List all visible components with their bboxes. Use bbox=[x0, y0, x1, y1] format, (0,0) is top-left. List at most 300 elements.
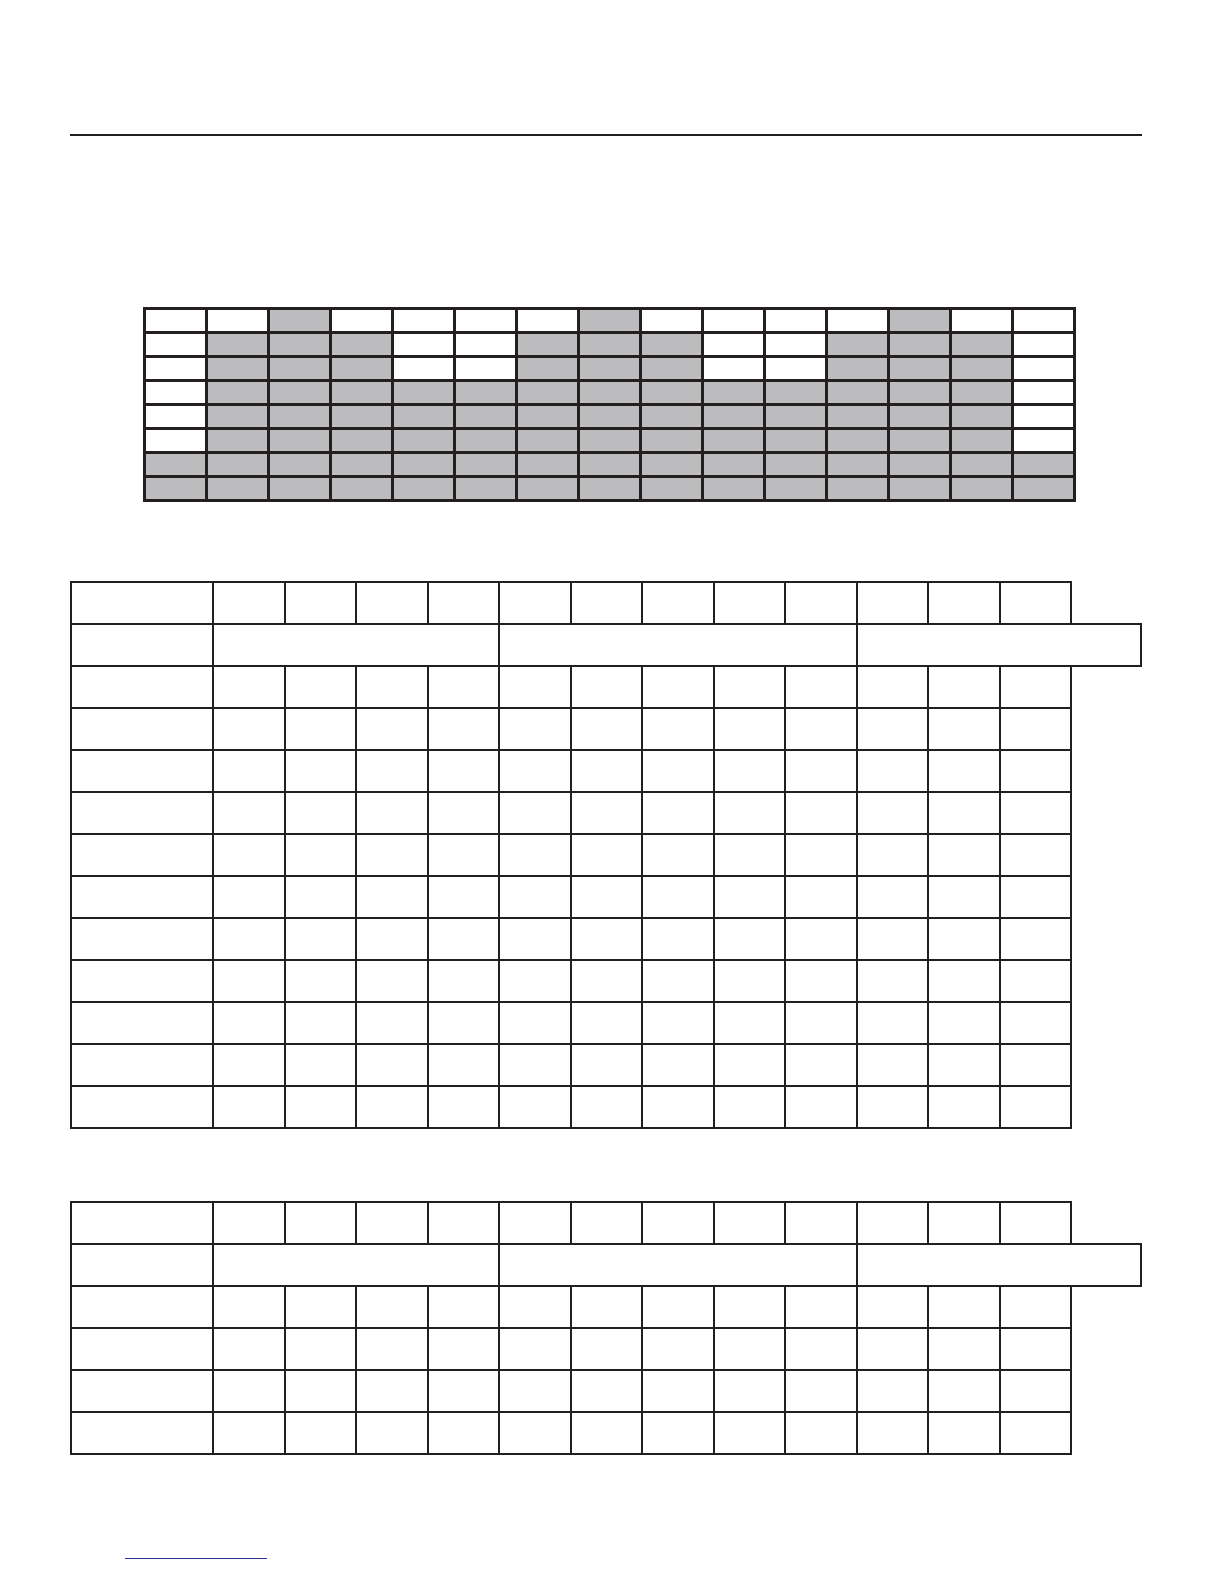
shaded-grid-row bbox=[145, 405, 1075, 429]
table-cell bbox=[499, 876, 571, 918]
shaded-grid-row bbox=[145, 477, 1075, 501]
table-cell bbox=[642, 834, 714, 876]
shaded-cell bbox=[207, 453, 269, 477]
table-cell bbox=[285, 1328, 357, 1370]
table-cell bbox=[571, 1086, 643, 1128]
table-cell bbox=[499, 960, 571, 1002]
table-cell bbox=[642, 918, 714, 960]
table-row bbox=[71, 708, 1141, 750]
table-cell bbox=[857, 876, 929, 918]
table-cell bbox=[285, 1086, 357, 1128]
table-cell bbox=[356, 1370, 428, 1412]
table-cell bbox=[857, 1370, 929, 1412]
table-cell bbox=[642, 1370, 714, 1412]
shaded-cell bbox=[207, 333, 269, 357]
table-cell bbox=[785, 792, 857, 834]
table-cell bbox=[785, 666, 857, 708]
table-cell bbox=[356, 1044, 428, 1086]
table-cell bbox=[857, 1086, 929, 1128]
table-cell bbox=[1000, 1202, 1072, 1244]
shaded-cell bbox=[517, 333, 579, 357]
table-cell bbox=[356, 582, 428, 624]
table-cell bbox=[499, 1328, 571, 1370]
table-cell bbox=[213, 834, 285, 876]
table-cell bbox=[785, 1002, 857, 1044]
table-cell bbox=[857, 918, 929, 960]
table-cell bbox=[785, 750, 857, 792]
table-cell bbox=[1000, 918, 1072, 960]
shaded-cell bbox=[889, 477, 951, 501]
table-cell bbox=[1000, 666, 1072, 708]
table-cell bbox=[857, 1044, 929, 1086]
shaded-cell bbox=[579, 477, 641, 501]
table-cell bbox=[857, 750, 929, 792]
table-cell bbox=[1000, 834, 1072, 876]
shaded-cell bbox=[703, 429, 765, 453]
table-cell bbox=[714, 1002, 786, 1044]
shaded-cell bbox=[331, 333, 393, 357]
table-cell bbox=[499, 1370, 571, 1412]
row-label-cell bbox=[71, 918, 213, 960]
shaded-grid-row bbox=[145, 357, 1075, 381]
shaded-cell bbox=[827, 405, 889, 429]
table-row bbox=[71, 624, 1141, 666]
table-cell bbox=[714, 876, 786, 918]
table-cell bbox=[213, 750, 285, 792]
table-cell bbox=[857, 1286, 929, 1328]
table-cell bbox=[428, 1286, 500, 1328]
table-cell bbox=[499, 834, 571, 876]
table-cell bbox=[785, 1370, 857, 1412]
table-cell bbox=[571, 1202, 643, 1244]
table-cell bbox=[285, 1002, 357, 1044]
shaded-cell bbox=[455, 429, 517, 453]
table-cell bbox=[285, 1286, 357, 1328]
empty-cell bbox=[1013, 429, 1075, 453]
table-row bbox=[71, 792, 1141, 834]
row-label-cell bbox=[71, 1328, 213, 1370]
shaded-grid bbox=[143, 307, 1076, 502]
table-cell bbox=[428, 918, 500, 960]
shaded-cell bbox=[641, 381, 703, 405]
shaded-cell bbox=[1013, 453, 1075, 477]
empty-cell bbox=[765, 333, 827, 357]
table-cell bbox=[499, 750, 571, 792]
table-cell bbox=[714, 1328, 786, 1370]
shaded-cell bbox=[269, 477, 331, 501]
shaded-cell bbox=[269, 309, 331, 333]
empty-cell bbox=[455, 309, 517, 333]
table-cell bbox=[785, 1286, 857, 1328]
table-cell bbox=[428, 1328, 500, 1370]
table-cell bbox=[356, 750, 428, 792]
shaded-cell bbox=[269, 405, 331, 429]
table-cell bbox=[428, 1370, 500, 1412]
shaded-cell bbox=[641, 405, 703, 429]
table-cell bbox=[785, 1202, 857, 1244]
table-cell bbox=[571, 1044, 643, 1086]
shaded-cell bbox=[207, 357, 269, 381]
table-row bbox=[71, 666, 1141, 708]
table-cell bbox=[213, 1286, 285, 1328]
table-cell bbox=[285, 960, 357, 1002]
table-cell bbox=[499, 792, 571, 834]
shaded-cell bbox=[579, 453, 641, 477]
table-cell bbox=[285, 918, 357, 960]
blank-table-lower bbox=[70, 1201, 1142, 1455]
row-label-cell bbox=[71, 1244, 213, 1286]
table-cell bbox=[571, 876, 643, 918]
table-row bbox=[71, 1044, 1141, 1086]
shaded-cell bbox=[393, 453, 455, 477]
table-cell bbox=[428, 582, 500, 624]
table-cell bbox=[857, 834, 929, 876]
table-cell bbox=[356, 1202, 428, 1244]
row-label-cell bbox=[71, 1044, 213, 1086]
table-cell bbox=[714, 1286, 786, 1328]
table-cell bbox=[285, 1044, 357, 1086]
table-cell bbox=[714, 582, 786, 624]
shaded-cell bbox=[641, 477, 703, 501]
empty-cell bbox=[827, 309, 889, 333]
shaded-cell bbox=[703, 453, 765, 477]
shaded-grid-table bbox=[143, 307, 1076, 502]
row-label-cell bbox=[71, 708, 213, 750]
shaded-grid-row bbox=[145, 453, 1075, 477]
table-row bbox=[71, 960, 1141, 1002]
shaded-cell bbox=[827, 477, 889, 501]
table-cell bbox=[928, 834, 1000, 876]
empty-cell bbox=[145, 333, 207, 357]
table-cell bbox=[857, 708, 929, 750]
table-cell bbox=[428, 750, 500, 792]
table-cell bbox=[285, 708, 357, 750]
table-cell bbox=[213, 1412, 285, 1454]
empty-cell bbox=[331, 309, 393, 333]
row-label-cell bbox=[71, 582, 213, 624]
table-cell bbox=[928, 1002, 1000, 1044]
table-cell bbox=[642, 666, 714, 708]
table-cell bbox=[213, 918, 285, 960]
row-label-cell bbox=[71, 624, 213, 666]
shaded-cell bbox=[269, 453, 331, 477]
table-cell bbox=[428, 834, 500, 876]
shaded-cell bbox=[517, 405, 579, 429]
table-row bbox=[71, 1328, 1141, 1370]
table-cell bbox=[785, 1086, 857, 1128]
table-cell bbox=[428, 792, 500, 834]
shaded-cell bbox=[951, 405, 1013, 429]
empty-cell bbox=[641, 309, 703, 333]
table-cell bbox=[642, 1002, 714, 1044]
shaded-cell bbox=[393, 477, 455, 501]
shaded-cell bbox=[641, 429, 703, 453]
table-cell bbox=[285, 582, 357, 624]
shaded-cell bbox=[517, 381, 579, 405]
table-cell bbox=[1000, 1328, 1072, 1370]
shaded-cell bbox=[579, 333, 641, 357]
shaded-cell bbox=[951, 333, 1013, 357]
table-cell bbox=[356, 960, 428, 1002]
shaded-cell bbox=[269, 381, 331, 405]
row-label-cell bbox=[71, 1202, 213, 1244]
table-cell bbox=[571, 1286, 643, 1328]
table-cell bbox=[428, 1044, 500, 1086]
table-cell bbox=[356, 834, 428, 876]
shaded-grid-row bbox=[145, 429, 1075, 453]
table-cell bbox=[642, 750, 714, 792]
table-cell bbox=[356, 918, 428, 960]
group-header-cell bbox=[499, 624, 857, 666]
table-cell bbox=[857, 792, 929, 834]
table-cell bbox=[714, 834, 786, 876]
shaded-cell bbox=[331, 357, 393, 381]
shaded-cell bbox=[641, 333, 703, 357]
table-cell bbox=[213, 792, 285, 834]
table-cell bbox=[356, 1412, 428, 1454]
table-cell bbox=[857, 1328, 929, 1370]
group-header-cell bbox=[857, 624, 1142, 666]
table-cell bbox=[928, 1370, 1000, 1412]
table-cell bbox=[714, 792, 786, 834]
table-cell bbox=[428, 876, 500, 918]
table-row bbox=[71, 1244, 1141, 1286]
table-cell bbox=[571, 1370, 643, 1412]
table-cell bbox=[571, 666, 643, 708]
table-cell bbox=[642, 1412, 714, 1454]
shaded-cell bbox=[455, 405, 517, 429]
empty-cell bbox=[145, 405, 207, 429]
group-header-cell bbox=[499, 1244, 857, 1286]
table-cell bbox=[1000, 750, 1072, 792]
table-row bbox=[71, 834, 1141, 876]
table-cell bbox=[499, 1002, 571, 1044]
table-cell bbox=[213, 1002, 285, 1044]
table-cell bbox=[1000, 792, 1072, 834]
table-cell bbox=[571, 1002, 643, 1044]
table-cell bbox=[571, 918, 643, 960]
table-cell bbox=[928, 918, 1000, 960]
table-cell bbox=[213, 666, 285, 708]
table-cell bbox=[642, 876, 714, 918]
table-row bbox=[71, 1412, 1141, 1454]
table-row bbox=[71, 876, 1141, 918]
table-cell bbox=[356, 792, 428, 834]
table-cell bbox=[928, 1086, 1000, 1128]
shaded-cell bbox=[703, 405, 765, 429]
table-row bbox=[71, 918, 1141, 960]
table-cell bbox=[857, 1412, 929, 1454]
shaded-cell bbox=[765, 381, 827, 405]
empty-cell bbox=[207, 309, 269, 333]
table-cell bbox=[857, 1002, 929, 1044]
table-cell bbox=[714, 1086, 786, 1128]
empty-cell bbox=[145, 429, 207, 453]
shaded-cell bbox=[641, 453, 703, 477]
table-cell bbox=[499, 1044, 571, 1086]
table-cell bbox=[213, 1044, 285, 1086]
shaded-grid-row bbox=[145, 333, 1075, 357]
table-cell bbox=[356, 1328, 428, 1370]
table-cell bbox=[285, 834, 357, 876]
table-cell bbox=[356, 1002, 428, 1044]
table-cell bbox=[928, 666, 1000, 708]
table-cell bbox=[1000, 960, 1072, 1002]
table-cell bbox=[714, 666, 786, 708]
shaded-cell bbox=[207, 429, 269, 453]
table-cell bbox=[642, 1086, 714, 1128]
table-cell bbox=[642, 792, 714, 834]
row-label-cell bbox=[71, 834, 213, 876]
table-cell bbox=[571, 708, 643, 750]
table-cell bbox=[714, 750, 786, 792]
shaded-cell bbox=[889, 309, 951, 333]
table-cell bbox=[213, 1370, 285, 1412]
shaded-cell bbox=[951, 381, 1013, 405]
table-cell bbox=[356, 666, 428, 708]
shaded-cell bbox=[393, 405, 455, 429]
table-cell bbox=[571, 1328, 643, 1370]
table-cell bbox=[1000, 1370, 1072, 1412]
shaded-cell bbox=[703, 381, 765, 405]
shaded-cell bbox=[145, 453, 207, 477]
table-cell bbox=[213, 1086, 285, 1128]
table-cell bbox=[285, 666, 357, 708]
shaded-cell bbox=[579, 405, 641, 429]
table-cell bbox=[499, 1202, 571, 1244]
shaded-cell bbox=[331, 453, 393, 477]
shaded-cell bbox=[579, 381, 641, 405]
shaded-cell bbox=[579, 309, 641, 333]
shaded-cell bbox=[207, 405, 269, 429]
shaded-cell bbox=[827, 333, 889, 357]
table-row bbox=[71, 1002, 1141, 1044]
shaded-cell bbox=[331, 477, 393, 501]
shaded-cell bbox=[145, 477, 207, 501]
table-cell bbox=[499, 708, 571, 750]
group-header-cell bbox=[857, 1244, 1142, 1286]
shaded-cell bbox=[269, 333, 331, 357]
empty-cell bbox=[765, 309, 827, 333]
table-cell bbox=[428, 1086, 500, 1128]
shaded-cell bbox=[331, 381, 393, 405]
shaded-grid-row bbox=[145, 381, 1075, 405]
shaded-cell bbox=[269, 429, 331, 453]
table-cell bbox=[213, 876, 285, 918]
table-cell bbox=[928, 960, 1000, 1002]
shaded-cell bbox=[827, 381, 889, 405]
shaded-cell bbox=[765, 405, 827, 429]
table-cell bbox=[928, 750, 1000, 792]
row-label-cell bbox=[71, 1086, 213, 1128]
table-cell bbox=[571, 582, 643, 624]
table-cell bbox=[1000, 1086, 1072, 1128]
table-cell bbox=[1000, 876, 1072, 918]
shaded-cell bbox=[517, 477, 579, 501]
table-cell bbox=[428, 1202, 500, 1244]
table-cell bbox=[213, 1202, 285, 1244]
empty-cell bbox=[703, 357, 765, 381]
shaded-cell bbox=[889, 381, 951, 405]
shaded-cell bbox=[765, 453, 827, 477]
table-cell bbox=[714, 1412, 786, 1454]
table-cell bbox=[857, 960, 929, 1002]
table-cell bbox=[428, 1002, 500, 1044]
shaded-cell bbox=[951, 357, 1013, 381]
empty-cell bbox=[393, 309, 455, 333]
shaded-cell bbox=[207, 477, 269, 501]
empty-cell bbox=[703, 309, 765, 333]
empty-cell bbox=[393, 357, 455, 381]
table-cell bbox=[785, 1328, 857, 1370]
shaded-cell bbox=[517, 429, 579, 453]
table-cell bbox=[928, 1412, 1000, 1454]
shaded-cell bbox=[1013, 477, 1075, 501]
shaded-cell bbox=[517, 453, 579, 477]
shaded-cell bbox=[889, 453, 951, 477]
table-row bbox=[71, 750, 1141, 792]
empty-cell bbox=[145, 309, 207, 333]
row-label-cell bbox=[71, 666, 213, 708]
shaded-cell bbox=[827, 357, 889, 381]
shaded-cell bbox=[703, 477, 765, 501]
table-cell bbox=[213, 582, 285, 624]
table-cell bbox=[285, 876, 357, 918]
table-cell bbox=[928, 1202, 1000, 1244]
empty-cell bbox=[1013, 333, 1075, 357]
table-cell bbox=[571, 834, 643, 876]
shaded-cell bbox=[331, 429, 393, 453]
shaded-cell bbox=[889, 405, 951, 429]
table-cell bbox=[1000, 1044, 1072, 1086]
table-row bbox=[71, 1370, 1141, 1412]
empty-cell bbox=[951, 309, 1013, 333]
table-cell bbox=[1000, 708, 1072, 750]
table-cell bbox=[928, 792, 1000, 834]
row-label-cell bbox=[71, 750, 213, 792]
table-cell bbox=[785, 708, 857, 750]
table-cell bbox=[428, 960, 500, 1002]
table-cell bbox=[499, 666, 571, 708]
table-cell bbox=[785, 1044, 857, 1086]
shaded-cell bbox=[641, 357, 703, 381]
table-cell bbox=[714, 708, 786, 750]
footer-rule bbox=[125, 1558, 267, 1559]
shaded-cell bbox=[827, 453, 889, 477]
table-cell bbox=[642, 582, 714, 624]
table-cell bbox=[499, 1286, 571, 1328]
empty-cell bbox=[1013, 405, 1075, 429]
table-cell bbox=[499, 582, 571, 624]
empty-cell bbox=[145, 357, 207, 381]
table-cell bbox=[571, 750, 643, 792]
table-cell bbox=[857, 582, 929, 624]
shaded-cell bbox=[455, 477, 517, 501]
empty-cell bbox=[455, 333, 517, 357]
shaded-cell bbox=[393, 429, 455, 453]
table-cell bbox=[714, 1202, 786, 1244]
table-cell bbox=[642, 1044, 714, 1086]
shaded-cell bbox=[331, 405, 393, 429]
group-header-cell bbox=[213, 624, 499, 666]
table-cell bbox=[714, 960, 786, 1002]
table-cell bbox=[356, 708, 428, 750]
table-cell bbox=[428, 666, 500, 708]
table-cell bbox=[499, 1086, 571, 1128]
empty-cell bbox=[1013, 381, 1075, 405]
table-cell bbox=[928, 1286, 1000, 1328]
table-cell bbox=[356, 876, 428, 918]
